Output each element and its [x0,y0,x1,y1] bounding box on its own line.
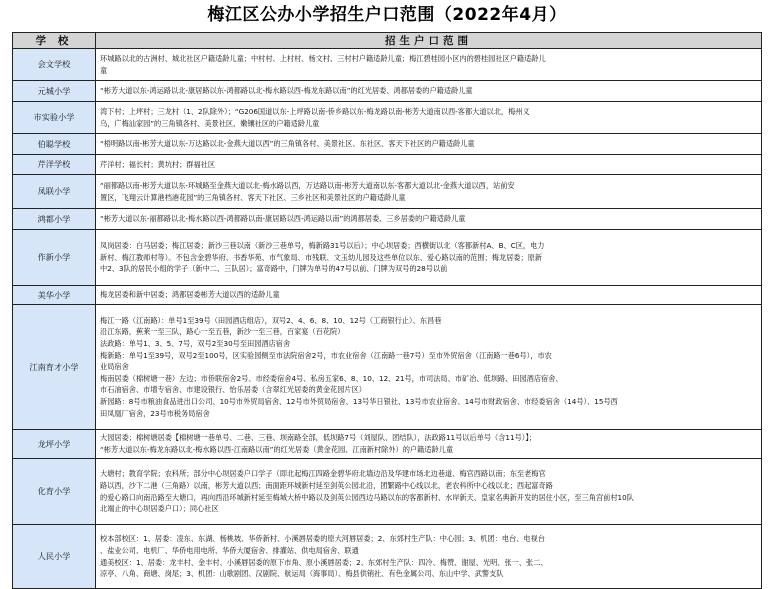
range-line: 新村、梅江教师村等）。不包含金碧华府、书香华苑、市气象局、市残联、文玉幼儿园及这些单位以东、爱心路以南的范围；梅龙居委；原新 [100,252,543,262]
table-row [13,134,762,155]
enrollment-range [96,459,762,525]
school-name: 芹洋学校 [13,155,96,175]
range-line: 沿江东路，蕉莱一至三队，路心一至五巷，新沙一至三巷，百家宴（百花院） [100,327,345,337]
enrollment-range [96,430,762,459]
enrollment-range [96,102,762,134]
range-line: 大园居委；棉树塘居委【棉树塘一巷单号、二巷、三巷、坝南路全部，低坝路7号（刘屋队、团结队），法政路11号以后单号（含11号）】； [100,433,537,443]
range-line: 梅南居委（棉树塘一巷）左边；市侨联宿舍2号、市经委宿舍4号、私房五家6、8、10、12、21号，市司法局、市矿冶、低坝路、田园酒店宿舍、 [100,373,563,383]
school-name: 作新小学 [13,230,96,286]
enrollment-range [96,175,762,209]
table-row [13,209,762,230]
range-line: 市石油宿舍、市增专宿舍、市建设银行、怡乐居委（含翠红光居委的黄金花园片区） [100,385,366,395]
range-line: 梅龙居委和新中居委；鸿都居委彬芳大道以西的适龄儿童 [100,290,280,300]
range-line: 、盐业公司、电机厂、华侨电用电所、华侨大厦宿舍、排灌站、供电局宿舍、联通 [100,545,359,555]
range-line: 环城路以北的古洲村、城北社区户籍适龄儿童；中村村、上村村、杨文村、三村村户籍适龄儿童；梅江碧桂园小区内的碧桂园社区户籍适龄儿 [100,53,546,63]
range-line: 芹洋村；福长村；黄坑村；群福社区 [100,159,216,169]
table-row [13,286,762,305]
table-row [13,81,762,102]
document-title: 梅江区公办小学招生户口范围（2022年4月） [207,5,567,25]
range-line: “彬芳大道以东-鸿运路以北-康居路以东-鸿都路以北-梅水路以西-梅龙东路以南”的红光居委、鸿都居委的户籍适龄儿童 [100,86,473,96]
range-line: 梅新路：单号1至39号，双号2至100号，区实验园侧至市法院宿舍2号，市农业宿舍（江南路一巷7号）至市外贸宿舍（江南路一巷6号），市农 [100,350,552,360]
range-line: 凤岗居委：白马居委；梅江居委；新沙三巷以南（新沙三巷单号，梅新路31号以后）；中心坝居委；西横街以北（客都新村A、B、C区，电力 [100,241,545,251]
range-line: 北端止的中心坝居委户口）；同心社区 [100,504,219,514]
school-name: 人民小学 [13,525,96,589]
range-line: 中2、3队的居民小组的学子（新中二、三队居）；富奇路中，门牌为单号的47号以前、门牌为双号的28号以前 [100,264,448,274]
range-line: 通美校区：1、居委：龙丰村、金丰村、小溪唇居委的原下市角、原小溪唇居委；2、东郊村生产队：四冷、梅赞、谢屋、光明、张一、张二、 [100,557,548,567]
school-name: 化育小学 [13,459,96,525]
range-line: 大塘村；教育学院；农科所；部分中心坝居委户口学子（即北起梅江四路金碧华府北墙边沿及华建市场北边巷道、梅官西路以南；东至老梅官 [100,469,546,479]
school-name: 美华小学 [13,286,96,305]
enrollment-range [96,286,762,305]
enrollment-range [96,230,762,286]
table-row [13,230,762,286]
school-name: 伯聪学校 [13,134,96,155]
school-name: 凤联小学 [13,175,96,209]
range-line: 校本部校区：1、居委：凌东、东湖、杨桃坡、华侨新村、小溪唇居委的原大河唇居委；2、东郊村生产队：中心园；3、机团：电台、电视台 [100,534,545,544]
table-header-row [13,33,762,49]
range-line: 业局宿舍 [100,362,129,372]
range-line: 置区，飞翔云计算港档港花园”的三角镇各村、客天下社区、三乡社区和美景社区的户籍适龄儿童 [100,192,406,202]
enrollment-table [12,32,762,589]
school-name: 鸿都小学 [13,209,96,230]
range-line: “彬芳大道以东-丽都路以北-梅水路以西-鸿都路以南-康居路以西-鸿运路以南”的鸿都居委、三乡居委的户籍适龄儿童 [100,214,466,224]
table-row [13,430,762,459]
range-line: 田凤凰厂宿舍，23号市税务局宿舍 [100,408,210,418]
range-line: 路以西，沙下二港（三角路）以南，彬芳大道以西；南面距环城新村延至剑英公园北沿，团繁路中心线以北，老农科所中心线以北；西起富奇路 [100,480,553,490]
enrollment-range [96,305,762,430]
range-line: “梧明路以南-彬芳大道以东-万达路以北-金燕大道以西”的三角镇各村、美景社区、东社区、客天下社区的户籍适龄儿童 [100,139,475,149]
enrollment-range [96,49,762,81]
range-line: 凉亭、八角、商塘、岗尾；3、机团：山歌剧团、汉剧院、航运局（海事局）、梅县供销社、有色金属公司、东山中学、武警支队 [100,569,504,579]
range-line: 童 [100,65,108,75]
table-row [13,155,762,175]
table-row [13,49,762,81]
header-range: 招生户口范围 [96,33,762,49]
school-name: 市实验小学 [13,102,96,134]
range-line: “彬芳大道以东-梅龙东路以北-梅水路以西-江南路以南”的红光居委（黄金花园、江南新村除外）的户籍适龄儿童 [100,445,454,454]
range-line: “丽都路以南-彬芳大道以东-环城路至金燕大道以北-梅水路以西，万达路以南-彬芳大道南以东-客都大道以北-金燕大道以西，站前安 [100,180,515,190]
enrollment-range [96,134,762,155]
range-line: 乌，广梅汕家园”的三角镇各村、美景社区、嫩镶社区的户籍适龄儿童 [100,118,320,128]
range-line: 梅江一路（江南路）：单号1至39号（田园酒店组店），双号2、4、6、8、10、12号（工商银行止）、东昌巷 [100,315,442,325]
enrollment-range [96,81,762,102]
table-row [13,102,762,134]
range-line: 的爱心路口向南沿路至大塘口，再向西沿环城新村延至梅城大桥中路以及剑英公园西边马路以东的客都新村、水岸新天、皇家名典新开发的居住小区，至三角宫前村10队 [100,492,634,502]
table-row [13,175,762,209]
school-name: 会文学校 [13,49,96,81]
range-line: 法政路：单号1、3、5、7号，双号2至30号至田园酒店宿舍 [100,339,291,349]
enrollment-range [96,155,762,175]
range-line: 新园路：8号市粮油食品进出口公司、10号市外贸局宿舍、12号市外贸局宿舍、13号华日银社、13号市农业宿舍、14号市财政宿舍、市经委宿舍（14号）、15号西 [100,396,618,406]
school-name: 元城小学 [13,81,96,102]
header-school: 学 校 [13,33,96,49]
enrollment-range [96,209,762,230]
table-row [13,459,762,525]
table-body [13,49,762,589]
table-row [13,305,762,430]
school-name: 江南育才小学 [13,305,96,430]
range-line: 湾下村；上坪村；三龙村（1、2队除外）；“G206国道以东-上坪路以南-侨乡路以东-梅龙路以南-彬芳大道南以西-客都大道以北，梅州义 [100,106,530,116]
school-name: 龙坪小学 [13,430,96,459]
